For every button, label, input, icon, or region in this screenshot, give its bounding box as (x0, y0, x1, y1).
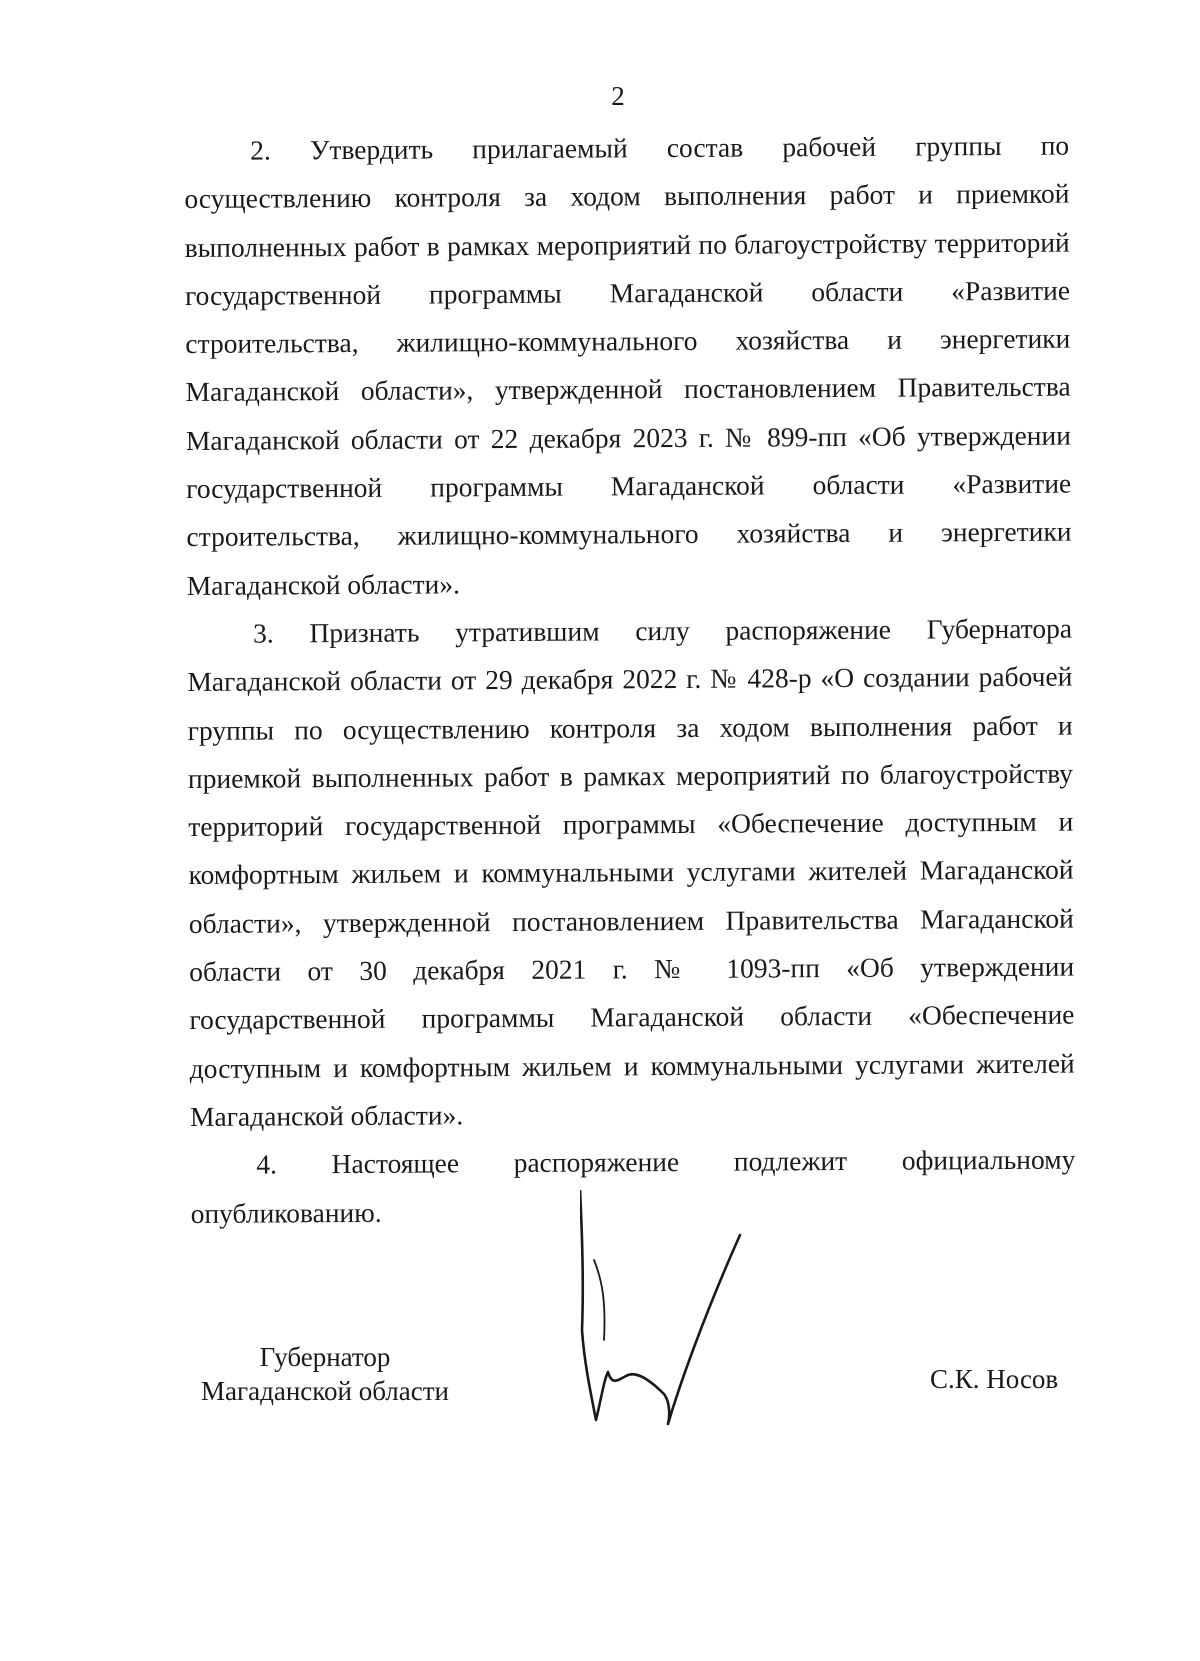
signatory-title-line2: Магаданской области (201, 1376, 449, 1406)
signature-block (0, 1340, 1200, 1460)
paragraph-2: 2. Утвердить прилагаемый состав рабочей группы по осуществлению контроля за ходом выполнения работ и приемкой выполненных работ в рамках мероприятий по благоустройству территорий государственной программы Магаданской области «Развитие строительства, жилищно-коммунального хозяйства и энергетики Магаданской области», утвержденной постановлением Правительства Магаданской области от 22 декабря 2023 г. № 899-пп «Об утверждении государственной программы Магаданской области «Развитие строительства, жилищно-коммунального хозяйства и энергетики Магаданской области». (184, 129, 1072, 601)
page-number: 2 (611, 81, 625, 111)
paragraph-4: 4. Настоящее распоряжение подлежит официальному опубликованию. (190, 1143, 1076, 1229)
signatory-title-line1: Губернатор (259, 1342, 391, 1372)
paragraph-3: 3. Признать утратившим силу распоряжение Губернатора Магаданской области от 29 декабря 2022 г. № 428-р «О создании рабочей группы по осуществлению контроля за ходом выполнения работ и приемкой выполненных работ в рамках мероприятий по благоустройству территорий государственной программы «Обеспечение доступным и комфортным жильем и коммунальными услугами жителей Магаданской области», утвержденной постановлением Правительства Магаданской области от 30 декабря 2021 г. № 1093-пп «Об утверждении государственной программы Магаданской области «Обеспечение доступным и комфортным жильем и коммунальными услугами жителей Магаданской области». (187, 612, 1075, 1132)
signatory-name: С.К. Носов (930, 1364, 1059, 1394)
document-body (184, 122, 1076, 1238)
signatory-title (190, 1340, 460, 1408)
